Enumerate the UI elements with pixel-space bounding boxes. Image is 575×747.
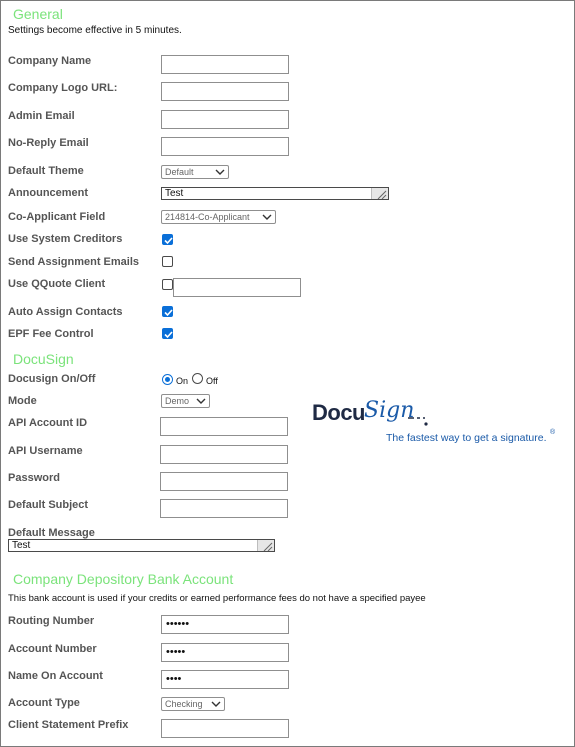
mode-label: Mode <box>8 395 37 407</box>
client-statement-prefix-input[interactable] <box>161 719 289 738</box>
api-username-label: API Username <box>8 445 83 457</box>
docusign-logo-swoosh-icon <box>408 416 432 428</box>
account-number-input[interactable] <box>161 643 289 662</box>
chevron-down-icon <box>215 167 225 177</box>
admin-email-label: Admin Email <box>8 110 75 122</box>
docusign-off-label: Off <box>206 376 218 386</box>
bank-description: This bank account is used if your credits or earned performance fees do not have a specified payee <box>8 593 426 604</box>
no-reply-email-label: No-Reply Email <box>8 137 89 149</box>
company-logo-url-label: Company Logo URL: <box>8 82 118 94</box>
send-assignment-emails-checkbox[interactable] <box>162 256 173 267</box>
name-on-account-input[interactable] <box>161 670 289 689</box>
docusign-logo-word: Docu <box>312 400 365 425</box>
co-applicant-field-label: Co-Applicant Field <box>8 211 106 223</box>
password-label: Password <box>8 472 60 484</box>
co-applicant-field-value: 214814-Co-Applicant <box>165 212 250 222</box>
docusign-logo <box>312 398 562 448</box>
company-name-input[interactable] <box>161 55 289 74</box>
account-type-value: Checking <box>165 699 203 709</box>
routing-number-value: •••••• <box>166 618 190 630</box>
account-number-label: Account Number <box>8 643 97 655</box>
no-reply-email-input[interactable] <box>161 137 289 156</box>
chevron-down-icon <box>196 396 206 406</box>
account-number-value: ••••• <box>166 646 186 658</box>
routing-number-input[interactable] <box>161 615 289 634</box>
epf-fee-control-label: EPF Fee Control <box>8 328 94 340</box>
default-subject-label: Default Subject <box>8 499 89 511</box>
docusign-on-off-label: Docusign On/Off <box>8 373 96 385</box>
name-on-account-label: Name On Account <box>8 670 103 682</box>
default-theme-value: Default <box>165 167 194 177</box>
announcement-value: Test <box>165 188 184 199</box>
checkmark-icon <box>163 235 174 246</box>
auto-assign-contacts-label: Auto Assign Contacts <box>8 306 123 318</box>
password-input[interactable] <box>160 472 288 491</box>
docusign-logo-script: Sign <box>364 398 415 423</box>
docusign-on-label: On <box>176 376 189 386</box>
send-assignment-emails-label: Send Assignment Emails <box>8 256 140 268</box>
docusign-off-radio[interactable] <box>192 373 203 384</box>
docusign-on-radio[interactable] <box>162 374 173 385</box>
mode-select[interactable] <box>161 394 210 408</box>
admin-email-input[interactable] <box>161 110 289 129</box>
co-applicant-field-select[interactable] <box>161 210 276 224</box>
resize-grip-icon[interactable] <box>371 188 388 199</box>
docusign-logo-registered: ® <box>550 429 556 436</box>
docusign-section-title: DocuSign <box>13 351 74 367</box>
general-section-title: General <box>13 6 63 22</box>
routing-number-label: Routing Number <box>8 615 95 627</box>
announcement-textarea[interactable] <box>161 187 389 200</box>
use-qquote-client-checkbox[interactable] <box>162 279 173 290</box>
use-system-creditors-label: Use System Creditors <box>8 233 123 245</box>
default-message-label: Default Message <box>8 527 95 539</box>
checkmark-icon <box>163 307 174 318</box>
name-on-account-value: •••• <box>166 673 182 685</box>
api-account-id-label: API Account ID <box>8 417 88 429</box>
resize-grip-icon[interactable] <box>257 540 274 551</box>
default-theme-label: Default Theme <box>8 165 84 177</box>
default-theme-select[interactable] <box>161 165 229 179</box>
api-username-input[interactable] <box>160 445 288 464</box>
default-message-textarea[interactable] <box>8 539 275 552</box>
checkmark-icon <box>163 329 174 340</box>
chevron-down-icon <box>262 212 272 222</box>
default-subject-input[interactable] <box>160 499 288 518</box>
epf-fee-control-checkbox[interactable] <box>162 328 173 339</box>
account-type-select[interactable] <box>161 697 225 711</box>
chevron-down-icon <box>211 699 221 709</box>
default-message-value: Test <box>12 540 31 551</box>
auto-assign-contacts-checkbox[interactable] <box>162 306 173 317</box>
general-description: Settings become effective in 5 minutes. <box>8 25 182 36</box>
qquote-client-input[interactable] <box>173 278 301 297</box>
announcement-label: Announcement <box>8 187 89 199</box>
docusign-logo-tagline: The fastest way to get a signature. <box>386 432 547 444</box>
company-name-label: Company Name <box>8 55 92 67</box>
use-system-creditors-checkbox[interactable] <box>162 234 173 245</box>
bank-section-title: Company Depository Bank Account <box>13 571 234 587</box>
api-account-id-input[interactable] <box>160 417 288 436</box>
account-type-label: Account Type <box>8 697 80 709</box>
use-qquote-client-label: Use QQuote Client <box>8 278 106 290</box>
mode-value: Demo <box>165 396 190 406</box>
client-statement-prefix-label: Client Statement Prefix <box>8 719 129 731</box>
company-logo-url-input[interactable] <box>161 82 289 101</box>
